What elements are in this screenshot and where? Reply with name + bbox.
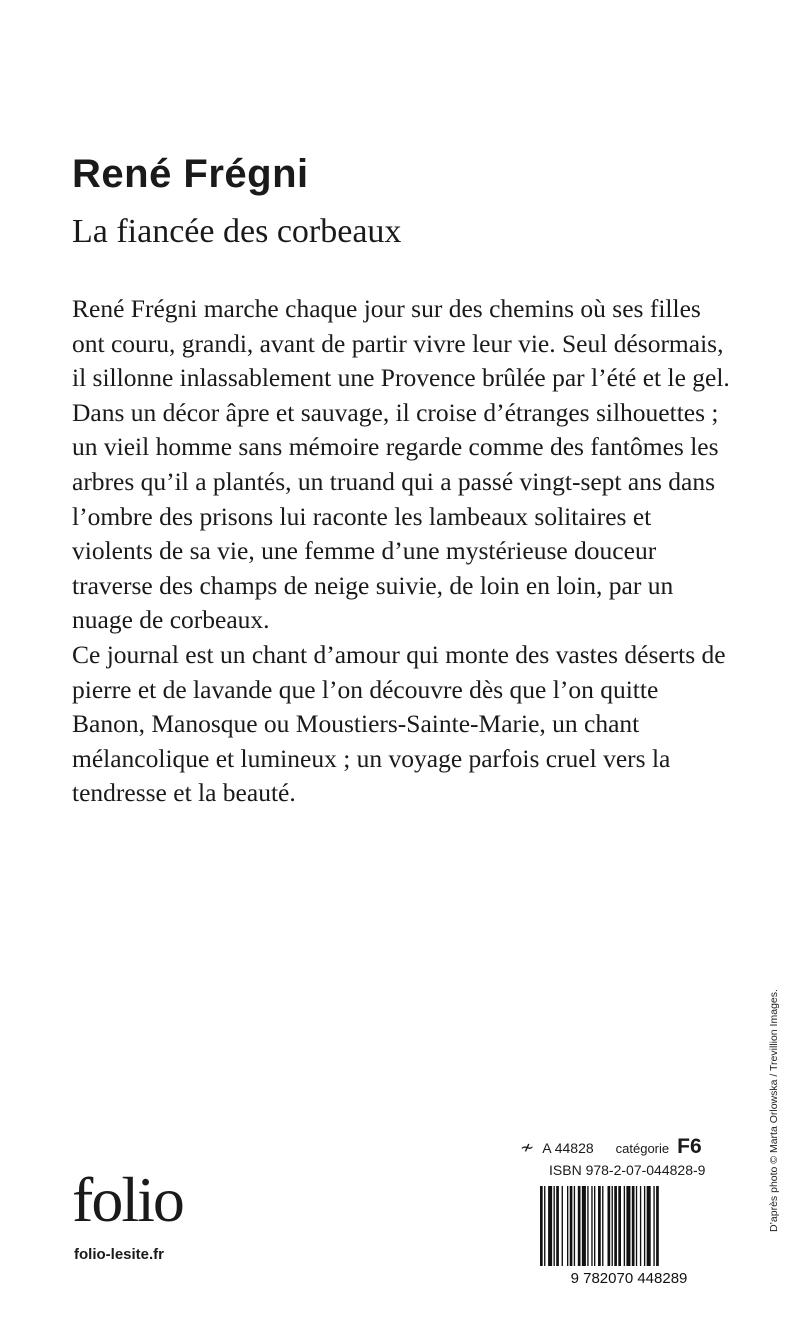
barcode-bar xyxy=(562,1186,563,1266)
barcode-bar xyxy=(636,1186,637,1266)
book-title: La fiancée des corbeaux xyxy=(72,213,402,250)
folio-logo: folio xyxy=(72,1164,183,1235)
category-code: F6 xyxy=(677,1135,702,1158)
blurb xyxy=(72,292,732,811)
barcode-bar xyxy=(618,1186,621,1266)
barcode-bar xyxy=(653,1186,654,1266)
barcode-bar xyxy=(544,1186,545,1266)
barcode-bar xyxy=(640,1186,641,1266)
catalog-code: A 44828 xyxy=(542,1140,594,1156)
barcode-bar xyxy=(602,1186,603,1266)
barcode-bar xyxy=(556,1186,559,1266)
author-name: René Frégni xyxy=(72,152,309,196)
barcode-bar xyxy=(632,1186,635,1266)
barcode xyxy=(528,1186,730,1286)
barcode-bar xyxy=(567,1186,568,1266)
barcode-bar xyxy=(612,1186,613,1266)
barcode-bar xyxy=(591,1186,592,1266)
barcode-bar xyxy=(540,1186,543,1266)
barcode-bar xyxy=(582,1186,586,1266)
barcode-bar xyxy=(578,1186,581,1266)
barcode-bar xyxy=(554,1186,555,1266)
barcode-bar xyxy=(598,1186,601,1266)
barcode-bar xyxy=(594,1186,595,1266)
barcode-bar xyxy=(624,1186,625,1266)
wave-glyph-icon: ≁ xyxy=(520,1138,535,1157)
catalog-code-row xyxy=(520,1135,702,1159)
blurb-paragraph: René Frégni marche chaque jour sur des chemins où ses filles ont couru, grandi, avant de partir vivre leur vie. Seul désormais, il sillonne inlassablement une Provence brûlée par l’été et le gel. Dans un décor âpre et sauvage, il croise d’étranges silhouettes ; un vieil homme sans mémoire regarde comme des fantômes les arbres qu’il a plantés, un truand qui a passé vingt-sept ans dans l’ombre des prisons lui raconte les lambeaux solitaires et violents de sa vie, une femme d’une mystérieuse douceur traverse des champs de neige suivie, de loin en loin, par un nuage de corbeaux. xyxy=(72,294,730,635)
barcode-bar xyxy=(574,1186,575,1266)
barcode-bar xyxy=(614,1186,617,1266)
barcode-bar xyxy=(644,1186,645,1266)
blurb-paragraph: Ce journal est un chant d’amour qui monte des vastes déserts de pierre et de lavande que l’on découvre dès que l’on quitte Banon, Manosque ou Moustiers-Sainte-Marie, un chant mélancolique et lumineux ; un voyage parfois cruel vers la tendresse et la beauté. xyxy=(72,639,726,808)
barcode-bar xyxy=(647,1186,651,1266)
category-label: catégorie xyxy=(615,1141,670,1156)
photo-credit: D’après photo © Marta Orlowska / Trevillion Images. xyxy=(768,989,780,1232)
barcode-bar xyxy=(608,1186,611,1266)
barcode-bar xyxy=(587,1186,588,1266)
isbn: ISBN 978-2-07-044828-9 xyxy=(549,1162,706,1178)
barcode-bar xyxy=(548,1186,552,1266)
barcode-bar xyxy=(656,1186,659,1266)
barcode-bar xyxy=(570,1186,573,1266)
publisher-website: folio-lesite.fr xyxy=(74,1246,165,1263)
barcode-bar xyxy=(626,1186,630,1266)
barcode-digits: 9 782070 448289 xyxy=(570,1270,688,1286)
